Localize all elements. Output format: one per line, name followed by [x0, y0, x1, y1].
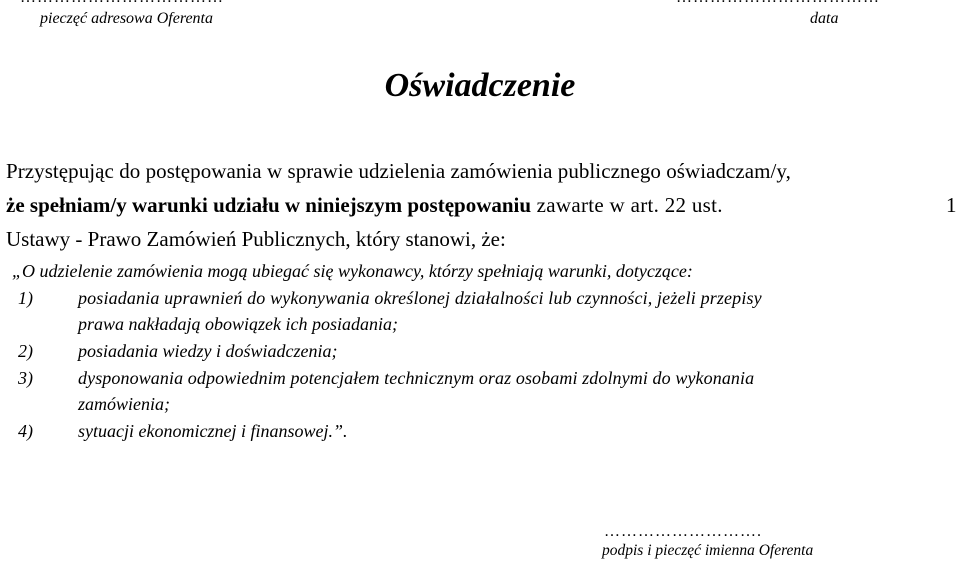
paragraph-bold-statement: że spełniam/y warunki udziału w niniejszym postępowaniu — [6, 193, 532, 217]
list-item-text-continued: zamówienia; — [78, 394, 170, 414]
date-caption: data — [810, 10, 839, 27]
signature-caption: podpis i pieczęć imienna Oferenta — [602, 542, 814, 559]
quote-intro: „O udzielenie zamówienia mogą ubiegać się wykonawcy, którzy spełniają warunki, dotyczące: — [12, 261, 693, 281]
list-item-number: 3) — [18, 368, 33, 388]
sender-stamp-dotted-line — [20, 0, 224, 6]
list-item-number: 2) — [18, 341, 33, 361]
list-item-text: posiadania wiedzy i doświadczenia; — [78, 341, 338, 361]
signature-dotted-line: ………………………. — [604, 523, 762, 540]
list-item-text-continued: prawa nakładają obowiązek ich posiadania; — [78, 314, 398, 334]
list-item-text: sytuacji ekonomicznej i finansowej.”. — [78, 421, 348, 441]
list-item-number: 4) — [18, 421, 33, 441]
paragraph-line-2-number: 1 — [946, 193, 957, 217]
list-item-text: dysponowania odpowiednim potencjałem technicznym oraz osobami zdolnymi do wykonania — [78, 368, 755, 388]
list-item-number: 1) — [18, 288, 33, 308]
paragraph-line-1: Przystępując do postępowania w sprawie udzielenia zamówienia publicznego oświadczam/y, — [6, 159, 791, 183]
paragraph-line-3: Ustawy - Prawo Zamówień Publicznych, który stanowi, że: — [6, 227, 506, 251]
paragraph-line-2-rest: zawarte w art. 22 ust. — [531, 193, 723, 217]
document-title: Oświadczenie — [384, 67, 576, 104]
sender-stamp-caption: pieczęć adresowa Oferenta — [40, 10, 213, 27]
list-item-text: posiadania uprawnień do wykonywania określonej działalności lub czynności, jeżeli przepisy — [78, 288, 762, 308]
paragraph-line-2 — [6, 193, 957, 217]
date-dotted-line — [676, 0, 880, 6]
